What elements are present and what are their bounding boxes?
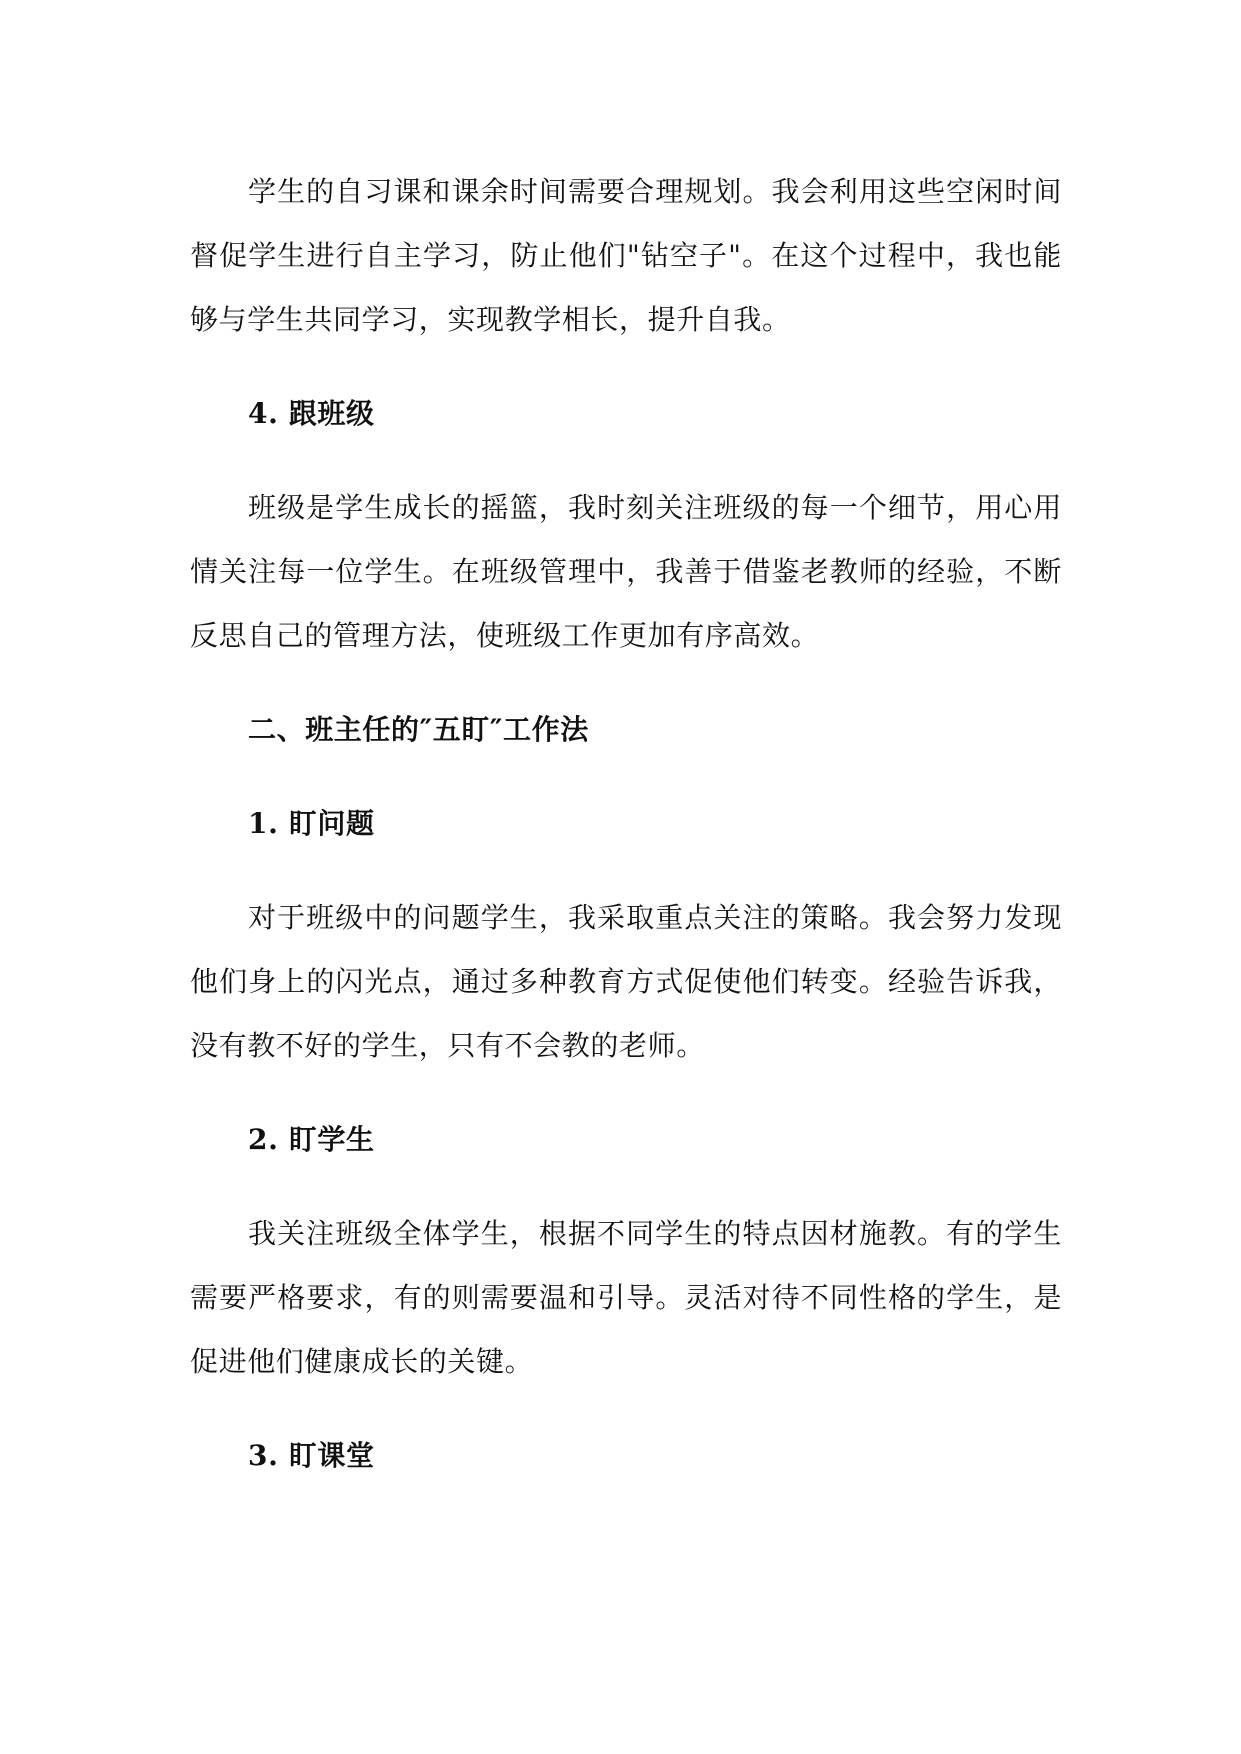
spacer [190,352,1062,382]
heading-watch-students: 2. 盯学生 [248,1123,375,1156]
spacer [190,856,1062,886]
heading-watch-classroom: 3. 盯课堂 [248,1439,375,1472]
spacer [190,1078,1062,1108]
paragraph-problem-students: 对于班级中的问题学生，我采取重点关注的策略。我会努力发现他们身上的闪光点，通过多种教育方式促使他们转变。经验告诉我，没有教不好的学生，只有不会教的老师。 [190,901,1062,1062]
spacer [190,1172,1062,1202]
spacer [190,762,1062,792]
spacer [190,1394,1062,1424]
heading-follow-class: 4. 跟班级 [248,397,375,430]
paragraph-self-study: 学生的自习课和课余时间需要合理规划。我会利用这些空闲时间督促学生进行自主学习，防止他们"钻空子"。在这个过程中，我也能够与学生共同学习，实现教学相长，提升自我。 [190,175,1062,336]
paragraph-all-students: 我关注班级全体学生，根据不同学生的特点因材施教。有的学生需要严格要求，有的则需要温和引导。灵活对待不同性格的学生，是促进他们健康成长的关键。 [190,1217,1062,1378]
spacer [190,668,1062,698]
spacer [190,446,1062,476]
heading-section-two: 二、班主任的″五盯″工作法 [248,713,589,746]
paragraph-class-management: 班级是学生成长的摇篮，我时刻关注班级的每一个细节，用心用情关注每一位学生。在班级管理中，我善于借鉴老教师的经验，不断反思自己的管理方法，使班级工作更加有序高效。 [190,491,1062,652]
document-body [190,160,1062,1488]
heading-watch-problems: 1. 盯问题 [248,807,375,840]
